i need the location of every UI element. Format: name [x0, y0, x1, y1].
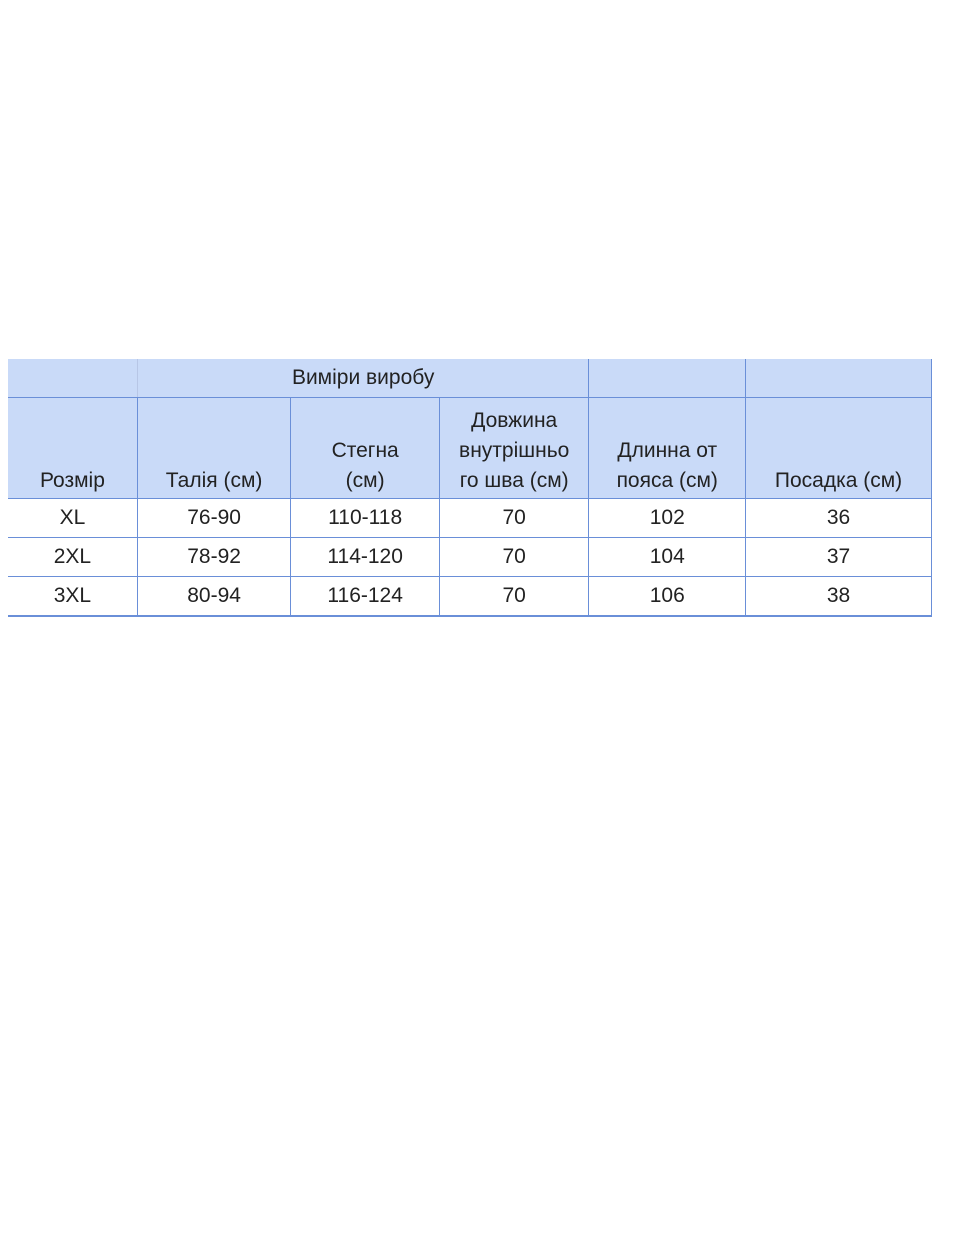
- table-row: [8, 577, 932, 617]
- column-header-rise: Посадка (см): [746, 398, 932, 499]
- cell-hips: 114-120: [291, 538, 440, 577]
- cell-size: 2XL: [8, 538, 137, 577]
- cell-size: 3XL: [8, 577, 137, 617]
- cell-length-from-waist: 106: [589, 577, 746, 617]
- column-header-hips: Стегна (см): [291, 398, 440, 499]
- group-header-blank-5: [589, 359, 746, 398]
- table-row: [8, 499, 932, 538]
- cell-waist: 78-92: [137, 538, 291, 577]
- column-header-inseam: Довжина внутрішньо го шва (см): [439, 398, 589, 499]
- cell-inseam: 70: [439, 577, 589, 617]
- column-header-size: Розмір: [8, 398, 137, 499]
- size-chart: [8, 359, 932, 617]
- cell-rise: 36: [746, 499, 932, 538]
- cell-size: XL: [8, 499, 137, 538]
- cell-length-from-waist: 102: [589, 499, 746, 538]
- group-header-measurements: Виміри виробу: [137, 359, 589, 398]
- cell-waist: 80-94: [137, 577, 291, 617]
- cell-rise: 38: [746, 577, 932, 617]
- cell-waist: 76-90: [137, 499, 291, 538]
- group-header-row: [8, 359, 932, 398]
- cell-inseam: 70: [439, 538, 589, 577]
- cell-rise: 37: [746, 538, 932, 577]
- cell-length-from-waist: 104: [589, 538, 746, 577]
- cell-hips: 110-118: [291, 499, 440, 538]
- column-header-waist: Талія (см): [137, 398, 291, 499]
- table-row: [8, 538, 932, 577]
- column-header-row: [8, 398, 932, 499]
- group-header-blank-6: [746, 359, 932, 398]
- column-header-length-from-waist: Длинна от пояса (см): [589, 398, 746, 499]
- cell-hips: 116-124: [291, 577, 440, 617]
- cell-inseam: 70: [439, 499, 589, 538]
- group-header-blank: [8, 359, 137, 398]
- size-table: [8, 359, 932, 617]
